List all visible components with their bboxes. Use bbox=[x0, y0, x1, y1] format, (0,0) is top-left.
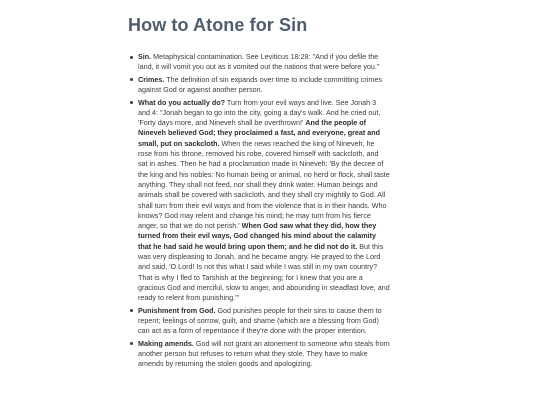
jonah-quote-emphasis-1: And the people of Nineveh believed God; they proclaimed a fast, and everyone, great and small, put on sackcloth. bbox=[138, 118, 381, 148]
bullet-list bbox=[128, 52, 390, 370]
list-item-punishment bbox=[138, 306, 390, 337]
jonah-quote-part-3: But this was very displeasing to Jonah, and he became angry. He prayed to the Lord and said, 'O Lord! Is not this what I said while I was still in my own country? That is why I fled to Tarshish at the beginning; for I knew that you are a gracious God and merciful, slow to anger, and abounding in steadfast love, and ready to relent from punishing.'" bbox=[138, 241, 390, 303]
term-punishment: Punishment from God. bbox=[138, 305, 216, 315]
list-item-making-amends bbox=[138, 339, 390, 370]
term-making-amends: Making amends. bbox=[138, 338, 194, 348]
description-making-amends: God will not grant an atonement to someone who steals from another person but refuses to return what they stole. They have to make amends by returning the stolen goods and apologizing. bbox=[138, 338, 390, 369]
list-item-what-to-do bbox=[138, 98, 390, 304]
description-sin: Metaphysical contamination. See Leviticus 18:28: "And if you defile the land, it will vomit you out as it vomited out the nations that were before you." bbox=[138, 52, 380, 72]
description-punishment: God punishes people for their sins to cause them to repent; feelings of sorrow, guilt, and shame (which are a blessing from God) can act as a form of repentance if they're done with the proper intention. bbox=[138, 305, 382, 336]
term-what-to-do: What do you actually do? bbox=[138, 97, 226, 107]
description-crimes: The definition of sin expands over time to include committing crimes against God or against another person. bbox=[138, 74, 382, 95]
list-item-crimes bbox=[138, 75, 390, 96]
term-sin: Sin. bbox=[138, 52, 152, 61]
jonah-quote-part-1: Turn from your evil ways and live. See Jonah 3 and 4: "Jonah began to go into the city, going a day's walk. And he cried out, 'Forty days more, and Nineveh shall be overthrown!' bbox=[138, 97, 381, 128]
jonah-quote-part-2: When the news reached the king of Nineveh, he rose from his throne, removed his robe, covered himself with sackcloth, and sat in ashes. Then he had a proclamation made in Nineveh: 'By the decree of the king and his nobles: No human being or animal, no herd or flock, shall taste anything. They shall not feed, nor shall they drink water. Human beings and animals shall be covered with sackcloth, and they shall cry mightily to God. All shall turn from their evil ways and from the violence that is in their hands. Who knows? God may relent and change his mind; he may turn from his fierce anger, so that we do not perish.' bbox=[138, 138, 390, 231]
page-title: How to Atone for Sin bbox=[128, 15, 308, 35]
term-crimes: Crimes. bbox=[138, 74, 165, 84]
list-item-sin bbox=[138, 52, 390, 73]
jonah-quote-emphasis-2: When God saw what they did, how they turned from their evil ways, God changed his mind about the calamity that he had said he would bring upon them; and he did not do it. bbox=[138, 221, 377, 251]
